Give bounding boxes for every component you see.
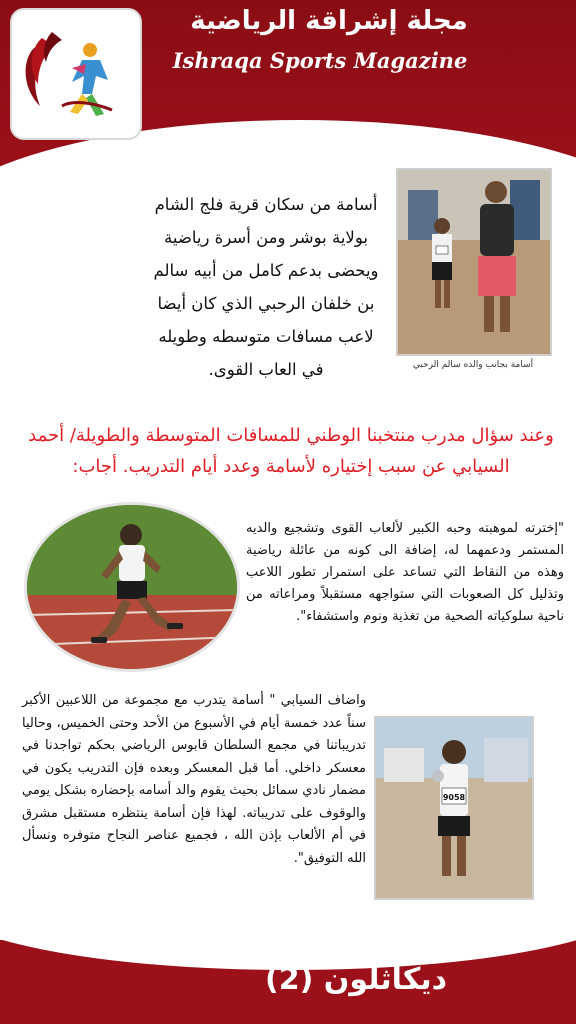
magazine-title-arabic: مجلة إشراقة الرياضية: [190, 6, 468, 36]
photo-caption: أسامة بجانب والده سالم الرحبي: [412, 360, 534, 370]
logo-emblem-icon: [12, 10, 140, 138]
photo-osama-with-father: [396, 168, 552, 356]
photo-osama-with-medal: [374, 716, 534, 900]
bib-number: 9058: [442, 793, 466, 802]
coach-answer-paragraph: "إخترته لموهبته وحبه الكبير لألعاب القوى وتشجيع والديه المستمر ودعمهما له، إضافة الى كونه من عائلة رياضية وهذه من النقاط التي تساعد على استمرار تطور اللاعب وتذليل كل الصعوبات التي ستواجهه مستقبلاً ومراعاته من ناحية سلوكياته الصحية من تغذية ونوم واستشفاء".: [246, 521, 564, 624]
intro-paragraph: أسامة من سكان قرية فلج الشام بولاية بوشر ومن أسرة رياضية ويحضى بدعم كامل من أبيه سالم بن خلفان الرحبي الذي كان أيضا لاعب مسافات متوسطه وطويله في العاب القوى.: [153, 195, 379, 379]
magazine-logo: [10, 8, 142, 140]
coach-question: وعند سؤال مدرب منتخبنا الوطني للمسافات المتوسطة والطويلة/ أحمد السيابي عن سبب إختياره لأسامة وعدد أيام التدريب. أجاب:: [28, 425, 554, 477]
issue-title: ديكاثلون (2): [264, 962, 448, 997]
photo-osama-running: [24, 502, 240, 672]
coach-addition-paragraph: واضاف السيابي " أسامة يتدرب مع مجموعة من اللاعبين الأكبر سناً عدد خمسة أيام في الأسبوع من الأحد وحتى الخميس، وحاليا تدريباتنا في مجمع السلطان قابوس الرياضي بحكم تواجدنا في معسكر داخلي. أما قبل المعسكر وبعده فإن التدريب يكون في مضمار نادي سمائل بحيث يقوم والد أسامه بإحضاره بشكل يومي والوقوف على تدريباته. لهذا فإن أسامة ينتظره مستقبل مشرق في أم الألعاب بإذن الله ، فجميع عناصر النجاح متوفره ونسأل الله التوفيق".: [22, 693, 366, 866]
magazine-title-english: Ishraqa Sports Magazine: [172, 48, 468, 73]
